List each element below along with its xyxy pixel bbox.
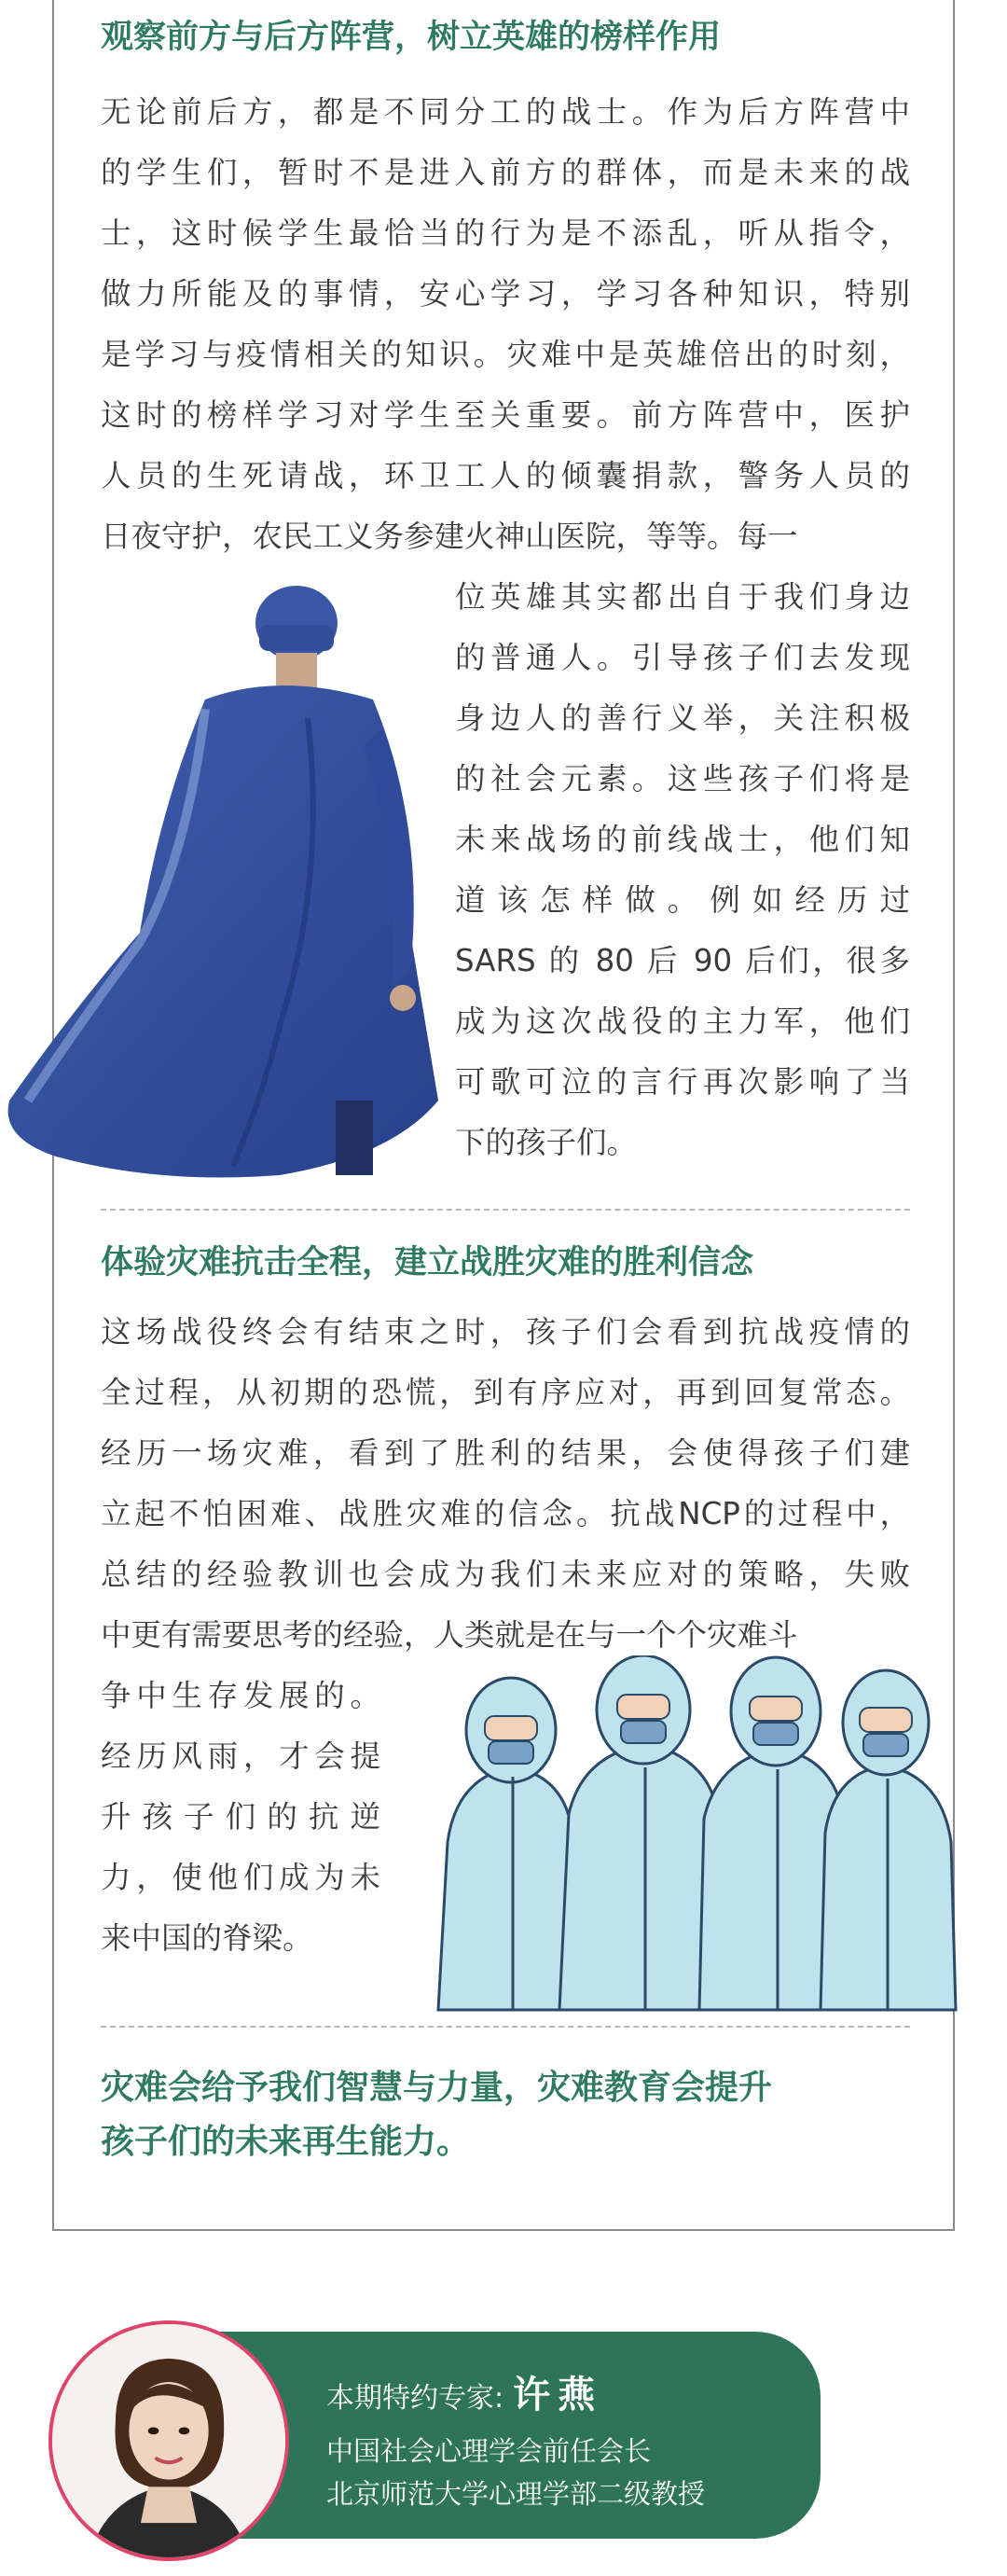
paragraph-line: 位英雄其实都出自于我们身边 [455,579,910,615]
paragraph-line: 立起不怕困难、战胜灾难的信念。抗战NCP的过程中， [101,1496,910,1531]
expert-title [326,2365,602,2418]
paragraph-line: 这场战役终会有结束之时，孩子们会看到抗战疫情的 [101,1314,910,1350]
paragraph-line: 中更有需要思考的经验，人类就是在与一个个灾难斗 [101,1617,798,1653]
section-divider [101,2026,910,2028]
paragraph-line: 日夜守护，农民工义务参建火神山医院，等等。每一 [101,519,798,554]
paragraph-line: 是学习与疫情相关的知识。灾难中是英雄倍出的时刻， [101,337,910,372]
section1-heading: 观察前方与后方阵营，树立英雄的榜样作用 [101,19,722,56]
expert-position-2: 北京师范大学心理学部二级教授 [326,2478,706,2510]
paragraph-line: 来中国的脊梁。 [101,1920,313,1956]
expert-title-prefix: 本期特约专家: [326,2382,504,2415]
section2-heading: 体验灾难抗击全程，建立战胜灾难的胜利信念 [101,1244,754,1281]
paragraph-line: 士，这时候学生最恰当的行为是不添乱，听从指令， [101,215,910,251]
paragraph-line: 道该怎样做。例如经历过 [455,882,910,918]
paragraph-line: 总结的经验教训也会成为我们未来应对的策略，失败 [101,1557,910,1592]
expert-name: 许燕 [513,2374,603,2417]
paragraph-line: 人员的生死请战，环卫工人的倾囊捐款，警务人员的 [101,458,910,493]
closing-line: 孩子们的未来再生能力。 [101,2123,471,2161]
section2-paragraph-continued [101,1666,380,1969]
paragraph-line: 的社会元素。这些孩子们将是 [455,761,910,796]
paragraph-line: 未来战场的前线战士，他们知 [455,822,910,857]
paragraph-line: 下的孩子们。 [455,1125,638,1160]
expert-position-1: 中国社会心理学会前任会长 [326,2435,652,2467]
section2-paragraph [101,1302,910,1666]
paragraph-line: 争中生存发展的。 [101,1678,380,1713]
paragraph-line: 的学生们，暂时不是进入前方的群体，而是未来的战 [101,155,910,190]
closing-line: 灾难会给予我们智慧与力量，灾难教育会提升 [101,2069,773,2107]
paragraph-line: 升孩子们的抗逆 [101,1799,380,1835]
paragraph-line: 成为这次战役的主力军，他们 [455,1004,910,1039]
paragraph-line: 无论前后方，都是不同分工的战士。作为后方阵营中 [101,94,910,130]
paragraph-line: 全过程，从初期的恐慌，到有序应对，再到回复常态。 [101,1375,910,1410]
medical-worker-illustration [0,578,448,1184]
paragraph-line: 力，使他们成为未 [101,1860,380,1895]
paragraph-line: 这时的榜样学习对学生至关重要。前方阵营中，医护 [101,397,910,433]
protective-suit-workers-illustration [420,1655,960,2015]
paragraph-line: 做力所能及的事情，安心学习，学习各种知识，特别 [101,276,910,312]
section-divider [101,1209,910,1211]
paragraph-line: 经历一场灾难，看到了胜利的结果，会使得孩子们建 [101,1435,910,1471]
paragraph-line: 经历风雨，才会提 [101,1738,380,1774]
closing-statement [101,2061,921,2169]
paragraph-line: SARS 的 80 后 90 后们，很多 [455,943,910,978]
paragraph-line: 身边人的善行义举，关注积极 [455,700,910,736]
paragraph-line: 可歌可泣的言行再次影响了当 [455,1064,910,1100]
paragraph-line: 的普通人。引导孩子们去发现 [455,640,910,675]
section1-paragraph-continued [455,567,910,1173]
expert-avatar [48,2320,289,2561]
section1-paragraph [101,82,910,567]
